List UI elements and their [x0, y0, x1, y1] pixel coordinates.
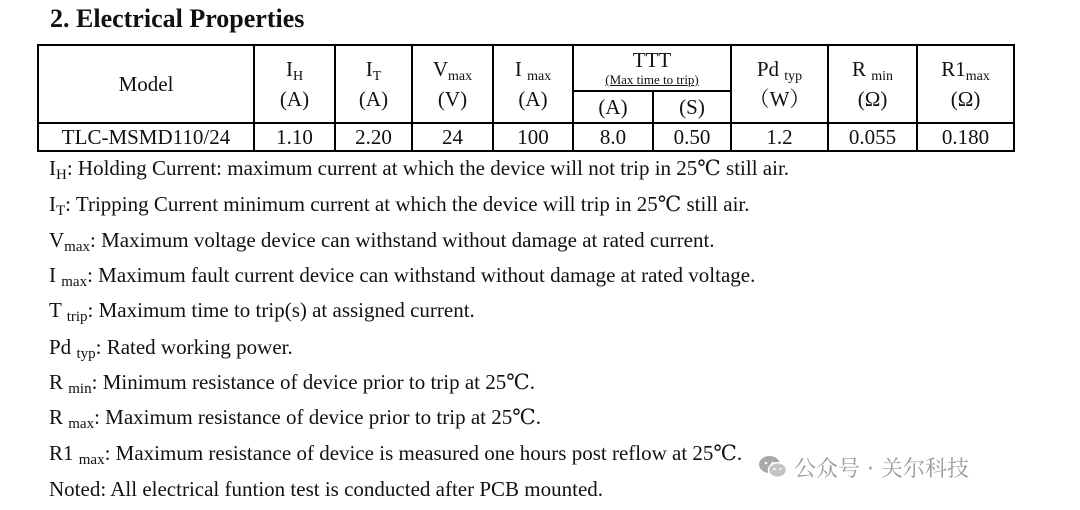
- definition-imax: [49, 262, 755, 295]
- pd-subscript: typ: [784, 69, 803, 84]
- r1max-symbol: R1: [941, 57, 966, 81]
- definition-text: : Tripping Current minimum current at which the device will trip in 25℃ still air.: [65, 192, 750, 216]
- section-title: 2. Electrical Properties: [50, 4, 305, 33]
- ih-header: [254, 45, 335, 123]
- pd-symbol: Pd: [756, 57, 780, 81]
- model-header: Model: [38, 45, 254, 123]
- definition-pd: [49, 334, 293, 367]
- ttt-title: TTT: [632, 48, 672, 72]
- vmax-symbol: V: [432, 57, 449, 81]
- ttt-unit-s: (S): [653, 91, 731, 123]
- cell-model: TLC-MSMD110/24: [38, 123, 254, 151]
- rmin-subscript: min: [871, 69, 894, 84]
- definition-subscript: typ: [76, 346, 96, 362]
- definition-text: : Maximum fault current device can withstand without damage at rated voltage.: [87, 263, 756, 287]
- table-row: [38, 123, 1014, 151]
- definition-text: : Rated working power.: [95, 335, 293, 359]
- definition-text: : Maximum time to trip(s) at assigned current.: [87, 298, 475, 322]
- definition-symbol: Pd: [49, 335, 77, 359]
- rmin-header: [828, 45, 917, 123]
- watermark-text: 公众号 · 关尔科技: [794, 456, 969, 482]
- definition-ttrip: [49, 297, 475, 330]
- pd-header: [731, 45, 828, 123]
- definition-symbol: V: [49, 228, 65, 252]
- imax-symbol: I: [514, 57, 522, 81]
- definition-text: : Minimum resistance of device prior to trip at 25℃.: [91, 370, 535, 394]
- cell-imax: 100: [493, 123, 573, 151]
- imax-unit: (A): [518, 87, 548, 111]
- cell-ttt-a: 8.0: [573, 123, 653, 151]
- note-text: Noted: All electrical funtion test is conducted after PCB mounted.: [49, 477, 604, 501]
- definition-subscript: max: [78, 452, 105, 468]
- definition-subscript: trip: [66, 309, 88, 325]
- definition-ih: [49, 155, 789, 188]
- imax-subscript: max: [527, 69, 552, 84]
- definition-subscript: max: [68, 416, 95, 432]
- watermark: [758, 452, 969, 482]
- definition-subscript: T: [56, 203, 66, 219]
- definition-symbol: I: [49, 263, 62, 287]
- table-header-row: [38, 45, 1014, 91]
- it-subscript: T: [372, 69, 382, 84]
- it-header: [335, 45, 412, 123]
- imax-header: [493, 45, 573, 123]
- pd-unit: （W）: [748, 87, 811, 111]
- cell-rmin: 0.055: [828, 123, 917, 151]
- definition-text: : Maximum resistance of device is measured one hours post reflow at 25℃.: [104, 441, 743, 465]
- rmin-symbol: R: [851, 57, 866, 81]
- definition-subscript: max: [61, 274, 88, 290]
- it-symbol: I: [365, 57, 373, 81]
- vmax-header: [412, 45, 493, 123]
- definition-subscript: H: [56, 167, 67, 183]
- definition-symbol: I: [49, 192, 56, 216]
- definition-it: [49, 191, 750, 224]
- cell-ttt-s: 0.50: [653, 123, 731, 151]
- ih-unit: (A): [279, 87, 310, 111]
- r1max-subscript: max: [965, 69, 990, 84]
- ttt-unit-a: (A): [573, 91, 653, 123]
- vmax-unit: (V): [437, 87, 468, 111]
- cell-r1max: 0.180: [917, 123, 1014, 151]
- ih-subscript: H: [292, 69, 304, 84]
- electrical-properties-table: [37, 44, 1015, 152]
- ttt-subtitle: (Max time to trip): [605, 72, 699, 87]
- cell-pd: 1.2: [731, 123, 828, 151]
- cell-it: 2.20: [335, 123, 412, 151]
- it-unit: (A): [358, 87, 389, 111]
- definition-symbol: R: [49, 370, 69, 394]
- wechat-icon: [758, 454, 788, 480]
- vmax-subscript: max: [448, 69, 473, 84]
- definition-rmin: [49, 369, 535, 402]
- cell-vmax: 24: [412, 123, 493, 151]
- ttt-header: [573, 45, 731, 91]
- cell-ih: 1.10: [254, 123, 335, 151]
- definition-text: : Maximum resistance of device prior to trip at 25℃.: [94, 405, 541, 429]
- definition-subscript: min: [68, 381, 92, 397]
- definition-text: : Maximum voltage device can withstand without damage at rated current.: [90, 228, 715, 252]
- r1max-unit: (Ω): [950, 87, 981, 111]
- definition-symbol: R1: [49, 441, 79, 465]
- definition-symbol: T: [49, 298, 67, 322]
- definition-symbol: R: [49, 405, 69, 429]
- rmin-unit: (Ω): [857, 87, 888, 111]
- definition-subscript: max: [64, 239, 90, 255]
- r1max-header: [917, 45, 1014, 123]
- definition-vmax: [49, 227, 715, 260]
- definition-r1max: [49, 440, 742, 473]
- definition-text: : Holding Current: maximum current at which the device will not trip in 25℃ still air.: [66, 156, 790, 180]
- definition-symbol: I: [49, 156, 56, 180]
- ih-symbol: I: [285, 57, 293, 81]
- definition-rmax: [49, 404, 541, 437]
